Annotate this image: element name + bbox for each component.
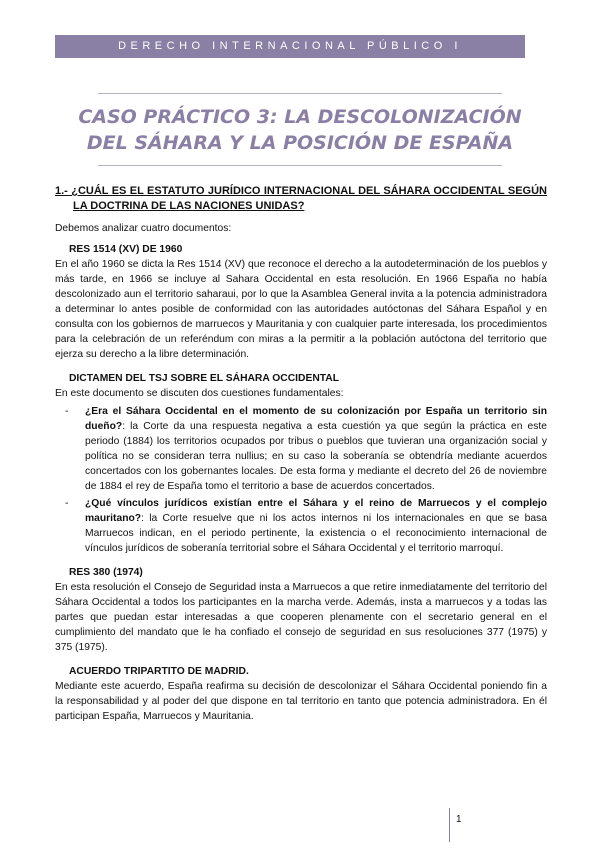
dash-marker: - [65,406,69,417]
page-number-divider [449,808,450,842]
page-number: 1 [456,814,462,825]
course-title: DERECHO INTERNACIONAL PÚBLICO I [118,40,462,52]
title-line-2: DEL SÁHARA Y LA POSICIÓN DE ESPAÑA [86,132,514,154]
section-intro-dictamen: En este documento se discuten dos cuestiones fundamentales: [55,388,344,399]
title-line-1: CASO PRÁCTICO 3: LA DESCOLONIZACIÓN [78,106,522,128]
title-bottom-rule [98,165,502,166]
dictamen-question-1: ¿Era el Sáhara Occidental en el momento de su colonización por España un territorio sin dueño? [85,406,547,432]
section-heading-res1514: RES 1514 (XV) DE 1960 [69,244,183,255]
intro-paragraph: Debemos analizar cuatro documentos: [55,223,232,234]
document-title [60,104,540,156]
dash-marker: - [65,498,69,509]
section-heading-res380: RES 380 (1974) [69,567,143,578]
section-body-res380: En esta resolución el Consejo de Seguridad insta a Marruecos a que retire inmediatamente del territorio del Sáhara Occidental a todos los participantes en la marcha verde. Además, insta a marruecos y a todas las partes que puedan estar interesadas a que cooperen plenamente con el secretario general en el cumplimiento del mandato que le ha confiado el consejo de seguridad en sus resoluciones 377 (1975) y 375 (1975). [55,582,547,653]
list-item [55,404,547,494]
dictamen-answer-1: : la Corte da una respuesta negativa a esta cuestión ya que según la práctica en este periodo (1884) los territorios ocupados por tribus o pueblos que tuvieran una organización social y política no se consideran terra nullius; en su caso la soberanía se obtendría mediante acuerdos concertados con los gobernantes locales. De esta forma y mediante el decreto del 26 de noviembre de 1884 el rey de España tomo el territorio a base de acuerdos concertados. [85,421,547,492]
section-heading-dictamen: DICTAMEN DEL TSJ SOBRE EL SÁHARA OCCIDENTAL [69,373,340,384]
section-body-acuerdo: Mediante este acuerdo, España reafirma su decisión de descolonizar el Sáhara Occidental poniendo fin a la responsabilidad y al poder del que dispone en tal territorio en tanto que potencia administradora. En él participan España, Marruecos y Mauritania. [55,681,547,722]
section-heading-acuerdo: ACUERDO TRIPARTITO DE MADRID. [69,666,249,677]
title-top-rule [98,93,502,94]
list-item [55,496,547,556]
dictamen-answer-2: : la Corte resuelve que ni los actos internos ni los internacionales en que se basa Marruecos indican, en el periodo pertinente, la existencia o el reconocimiento internacional de vínculos jurídicos de soberanía territorial sobre el Sáhara Occidental y el territorio marroquí. [85,513,547,554]
dictamen-question-list [55,404,547,556]
question-heading: 1.- ¿CUÁL ES EL ESTATUTO JURÍDICO INTERNACIONAL DEL SÁHARA OCCIDENTAL SEGÚN LA DOCTRINA DE LAS NACIONES UNIDAS? [55,185,547,212]
dictamen-question-2: ¿Qué vínculos jurídicos existían entre el Sáhara y el reino de Marruecos y el complejo mauritano? [85,498,547,524]
header-band [55,35,525,58]
section-body-res1514: En el año 1960 se dicta la Res 1514 (XV) que reconoce el derecho a la autodeterminación de los pueblos y más tarde, en 1966 se incluye al Sahara Occidental en esta resolución. En 1966 España no había descolonizado aun el territorio saharaui, por lo que la Asamblea General invita a la potencia administradora a determinar lo antes posible de conformidad con las autoridades autóctonas del Sáhara Español y en consulta con los gobiernos de marruecos y Mauritania y con cualquier parte interesada, los procedimientos para la celebración de un referéndum con miras a la permitir a la población autóctona del territorio que ejerza su derecho a la libre determinación. [55,259,547,360]
document-body [55,184,547,724]
